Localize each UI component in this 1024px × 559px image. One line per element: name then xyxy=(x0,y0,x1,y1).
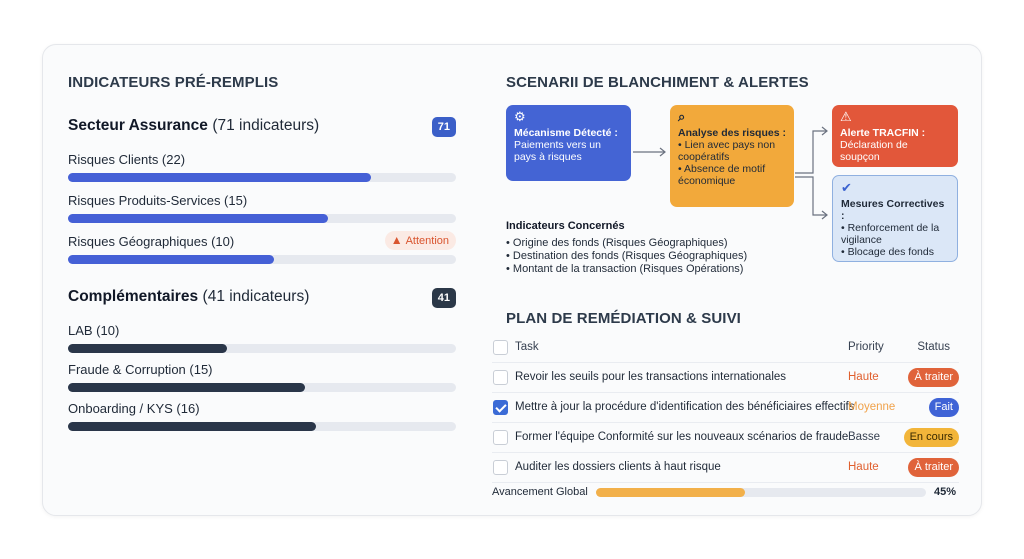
global-progress-track xyxy=(596,488,926,497)
group-header-assurance xyxy=(68,117,456,139)
plan-section-title: PLAN DE REMÉDIATION & SUIVI xyxy=(506,310,741,327)
check-circle-icon: ✔ xyxy=(841,180,852,195)
corrective-item: • Renforcement de la vigilance xyxy=(841,222,949,246)
indicator-row-clients[interactable] xyxy=(68,151,456,169)
indicators-concerned-title: Indicateurs Concernés xyxy=(506,220,625,232)
indicator-concerned-item: • Montant de la transaction (Risques Opérations) xyxy=(506,263,747,276)
indicator-row-produits[interactable] xyxy=(68,192,456,210)
task-checkbox[interactable] xyxy=(493,430,508,445)
mechanism-title: Mécanisme Détecté : xyxy=(514,127,618,139)
group-name: Complémentaires xyxy=(68,288,199,305)
task-checkbox[interactable] xyxy=(493,400,508,415)
dashboard-card xyxy=(42,44,982,516)
analysis-item: • Absence de motif économique xyxy=(678,163,786,187)
gears-icon: ⚙ xyxy=(514,109,526,124)
indicator-row-fraude[interactable] xyxy=(68,361,456,379)
mechanism-box[interactable] xyxy=(506,105,631,181)
header-status: Status xyxy=(917,341,950,353)
progress-track xyxy=(68,173,456,182)
task-text: Auditer les dossiers clients à haut risque xyxy=(515,461,721,473)
arrow-right-icon xyxy=(633,145,669,159)
table-row[interactable] xyxy=(492,453,959,483)
task-text: Revoir les seuils pour les transactions internationales xyxy=(515,371,787,383)
branch-arrows-icon xyxy=(795,123,831,223)
alert-box[interactable] xyxy=(832,105,958,167)
group-name: Secteur Assurance xyxy=(68,117,208,134)
scenarios-section-title: SCENARII DE BLANCHIMENT & ALERTES xyxy=(506,74,809,91)
header-task: Task xyxy=(515,341,539,353)
group-count-badge: 41 xyxy=(432,288,456,308)
indicator-concerned-item: • Destination des fonds (Risques Géographiques) xyxy=(506,250,747,263)
progress-track xyxy=(68,255,456,264)
global-progress-fill xyxy=(596,488,745,497)
indicators-section-title: INDICATEURS PRÉ-REMPLIS xyxy=(68,74,279,91)
group-count: (41 indicateurs) xyxy=(202,288,310,305)
indicator-label: Onboarding / KYS (16) xyxy=(68,401,200,416)
indicators-concerned-list xyxy=(506,237,747,276)
corrective-list xyxy=(841,222,949,258)
indicator-label: Risques Clients (22) xyxy=(68,152,186,167)
task-checkbox[interactable] xyxy=(493,460,508,475)
status-badge[interactable]: À traiter xyxy=(908,368,959,387)
corrective-box[interactable] xyxy=(832,175,958,262)
magnifier-icon: ⌕ xyxy=(678,109,686,124)
progress-track xyxy=(68,214,456,223)
indicator-label: Fraude & Corruption (15) xyxy=(68,362,213,377)
indicator-row-geographiques[interactable] xyxy=(68,233,456,251)
task-priority: Haute xyxy=(848,371,879,383)
indicator-row-onboarding[interactable] xyxy=(68,400,456,418)
progress-fill xyxy=(68,344,227,353)
indicator-label: Risques Géographiques (10) xyxy=(68,234,235,249)
table-row[interactable] xyxy=(492,363,959,393)
analysis-box[interactable] xyxy=(670,105,794,207)
indicator-row-lab[interactable] xyxy=(68,322,456,340)
task-priority: Basse xyxy=(848,431,880,443)
header-priority: Priority xyxy=(848,341,884,353)
indicator-label: LAB (10) xyxy=(68,323,120,338)
progress-track xyxy=(68,383,456,392)
corrective-item: • Blocage des fonds xyxy=(841,246,949,258)
progress-fill xyxy=(68,214,328,223)
indicator-concerned-item: • Origine des fonds (Risques Géographiques) xyxy=(506,237,747,250)
task-priority: Moyenne xyxy=(848,401,896,413)
analysis-item: • Lien avec pays non coopératifs xyxy=(678,139,786,163)
indicator-label: Risques Produits-Services (15) xyxy=(68,193,248,208)
table-header xyxy=(492,333,959,363)
global-progress-value: 45% xyxy=(933,486,956,498)
select-all-checkbox[interactable] xyxy=(493,340,508,355)
warning-icon: ⚠ xyxy=(840,109,852,124)
progress-track xyxy=(68,422,456,431)
group-header-complementaires xyxy=(68,288,456,310)
task-checkbox[interactable] xyxy=(493,370,508,385)
group-count: (71 indicateurs) xyxy=(212,117,320,134)
analysis-title: Analyse des risques : xyxy=(678,127,786,139)
task-text: Former l'équipe Conformité sur les nouveaux scénarios de fraude xyxy=(515,431,849,443)
table-row[interactable] xyxy=(492,423,959,453)
analysis-list xyxy=(678,139,786,187)
progress-fill xyxy=(68,422,316,431)
progress-track xyxy=(68,344,456,353)
attention-label: Attention xyxy=(405,235,449,247)
alert-text: Déclaration de soupçon xyxy=(840,139,908,163)
progress-fill xyxy=(68,173,371,182)
warning-icon: ▲ xyxy=(390,233,403,247)
group-count-badge: 71 xyxy=(432,117,456,137)
progress-fill xyxy=(68,255,274,264)
mechanism-text: Paiements vers un pays à risques xyxy=(514,139,601,163)
table-row[interactable] xyxy=(492,393,959,423)
status-badge[interactable]: En cours xyxy=(904,428,959,447)
attention-badge xyxy=(385,231,456,250)
task-text: Mettre à jour la procédure d'identification des bénéficiaires effectifs xyxy=(515,401,855,413)
status-badge[interactable]: Fait xyxy=(929,398,959,417)
status-badge[interactable]: À traiter xyxy=(908,458,959,477)
alert-title: Alerte TRACFIN : xyxy=(840,127,926,139)
progress-fill xyxy=(68,383,305,392)
corrective-title: Mesures Correctives : xyxy=(841,198,945,222)
task-priority: Haute xyxy=(848,461,879,473)
global-progress-label: Avancement Global xyxy=(492,486,588,498)
